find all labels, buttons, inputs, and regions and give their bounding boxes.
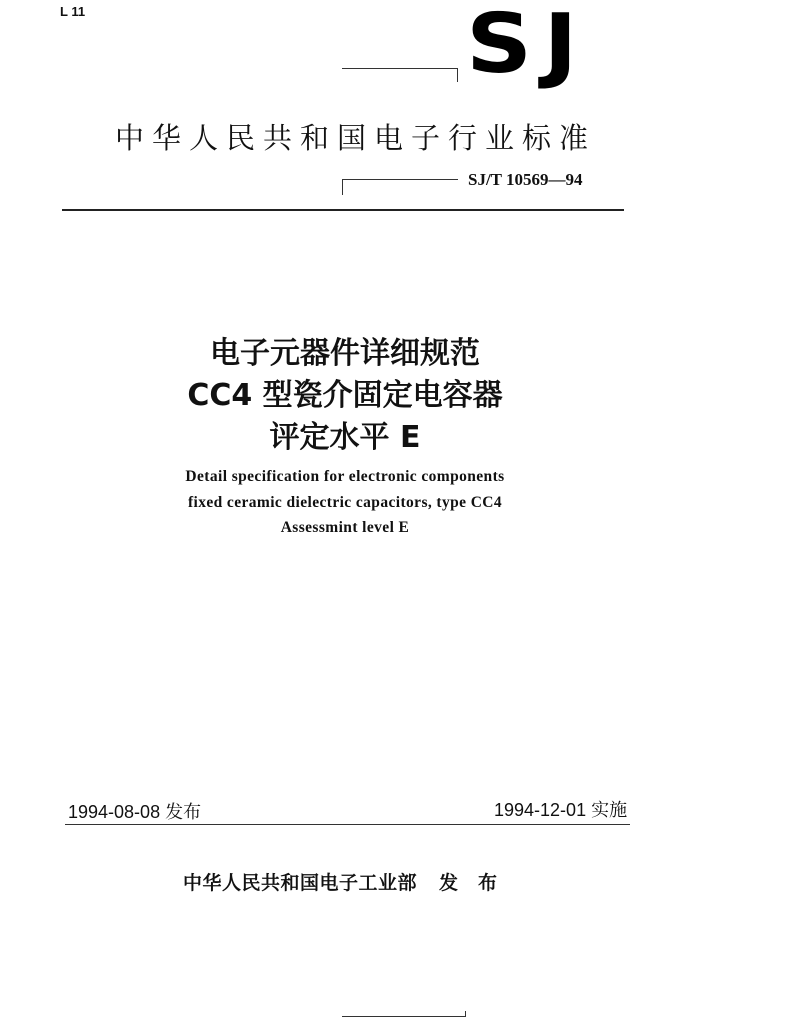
header-divider <box>62 209 624 211</box>
header-rule-top-tick <box>457 68 458 82</box>
bottom-rule-tick <box>465 1011 466 1017</box>
header-rule-top <box>342 68 458 69</box>
cn-title-line-3: 评定水平 E <box>269 420 421 455</box>
effective-date: 1994-12-01 实施 <box>494 800 628 820</box>
header-rule-mid <box>342 179 458 180</box>
en-title-line-1: Detail specification for electronic components <box>185 468 505 485</box>
cn-title-line-2: CC4 型瓷介固定电容器 <box>187 378 503 413</box>
standard-number: SJ/T 10569—94 <box>468 170 583 189</box>
bottom-rule <box>342 1016 466 1017</box>
en-title-line-2: fixed ceramic dielectric capacitors, type CC4 <box>187 494 503 511</box>
publisher-name: 中华人民共和国电子工业部 <box>183 872 418 894</box>
classification-code: L 11 <box>60 4 86 19</box>
footer-rule <box>65 824 630 825</box>
cn-title-line-1: 电子元器件详细规范 <box>210 336 480 371</box>
sj-logo: SJ <box>466 0 589 92</box>
org-title: 中华人民共和国电子行业标准 <box>115 121 597 155</box>
header-rule-mid-tick <box>342 179 343 195</box>
publisher-line <box>183 868 517 895</box>
en-title-line-3: Assessmint level E <box>280 519 410 536</box>
issued-date: 1994-08-08 发布 <box>68 802 202 822</box>
issue-label: 发布 <box>439 872 518 894</box>
